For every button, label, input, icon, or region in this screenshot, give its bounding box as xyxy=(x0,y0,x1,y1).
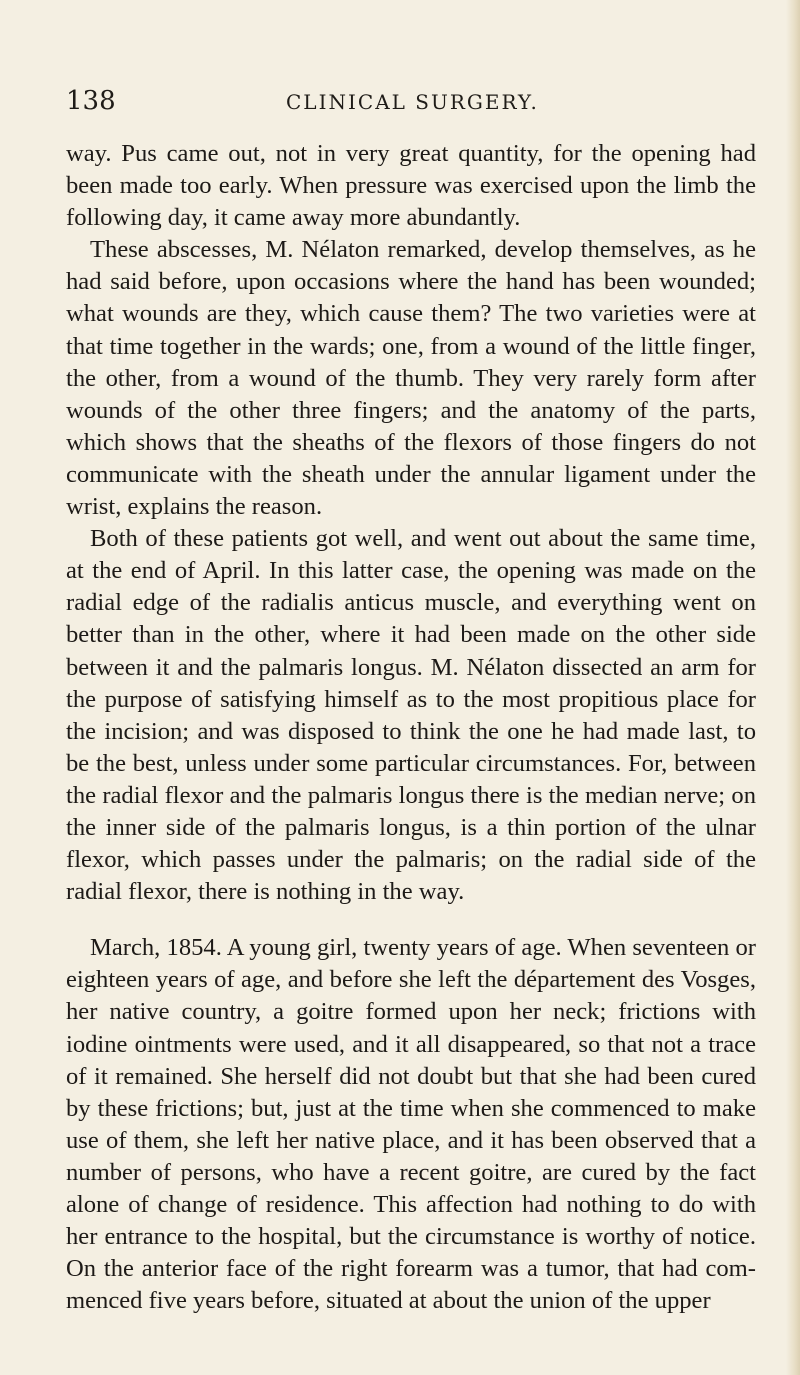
page-header xyxy=(66,86,750,120)
paragraph-march-1854: March, 1854. A young girl, twenty years of age. When seventeen or eighteen years of age, and before she left the département des Vosges, her native country, a goitre formed upon her neck; frictions with iodine ointments were used, and it all disappeared, so that not a trace of it remained. She herself did not doubt but that she had been cured by these frictions; but, just at the time when she commenced to make use of them, she left her native place, and it has been observed that a number of persons, who have a recent goitre, are cured by the fact alone of change of residence. This affection had nothing to do with her entrance to the hospital, but the circumstance is worthy of notice. On the anterior face of the right forearm was a tumor, that had commenced five years before, situated at about the union of the upper xyxy=(66,934,756,1315)
page-edge-shadow xyxy=(786,0,800,1375)
paragraph-both-patients: Both of these patients got well, and went out about the same time, at the end of April. In this latter case, the opening was made on the radial edge of the radialis anticus muscle, and everything went on better than in the other, where it had been made on the other side between it and the palmaris longus. M. Nélaton dissected an arm for the purpose of satisfying himself as to the most propitious place for the incision; and was disposed to think the one he had made last, to be the best, unless under some particular circumstances. For, between the radial flexor and the palmaris longus there is the median nerve; on the inner side of the palmaris longus, is a thin portion of the ulnar flexor, which passes under the palmaris; on the radial side of the radial flexor, there is nothing in the way. xyxy=(66,525,756,906)
page-number: 138 xyxy=(66,86,116,116)
body-text xyxy=(66,138,756,1317)
paragraph-continuation: way. Pus came out, not in very great quantity, for the opening had been made too early. When pressure was exercised upon the limb the following day, it came away more abundantly. xyxy=(66,140,756,232)
paragraph-abscesses: These abscesses, M. Nélaton remarked, develop themselves, as he had said before, upon occasions where the hand has been wounded; what wounds are they, which cause them? The two varieties were at that time together in the wards; one, from a wound of the little finger, the other, from a wound of the thumb. They very rarely form after wounds of the other three fingers; and the anatomy of the parts, which shows that the sheaths of the flexors of those fingers do not communicate with the sheath under the annular ligament under the wrist, explains the reason. xyxy=(66,236,756,521)
running-title: CLINICAL SURGERY. xyxy=(286,90,539,114)
